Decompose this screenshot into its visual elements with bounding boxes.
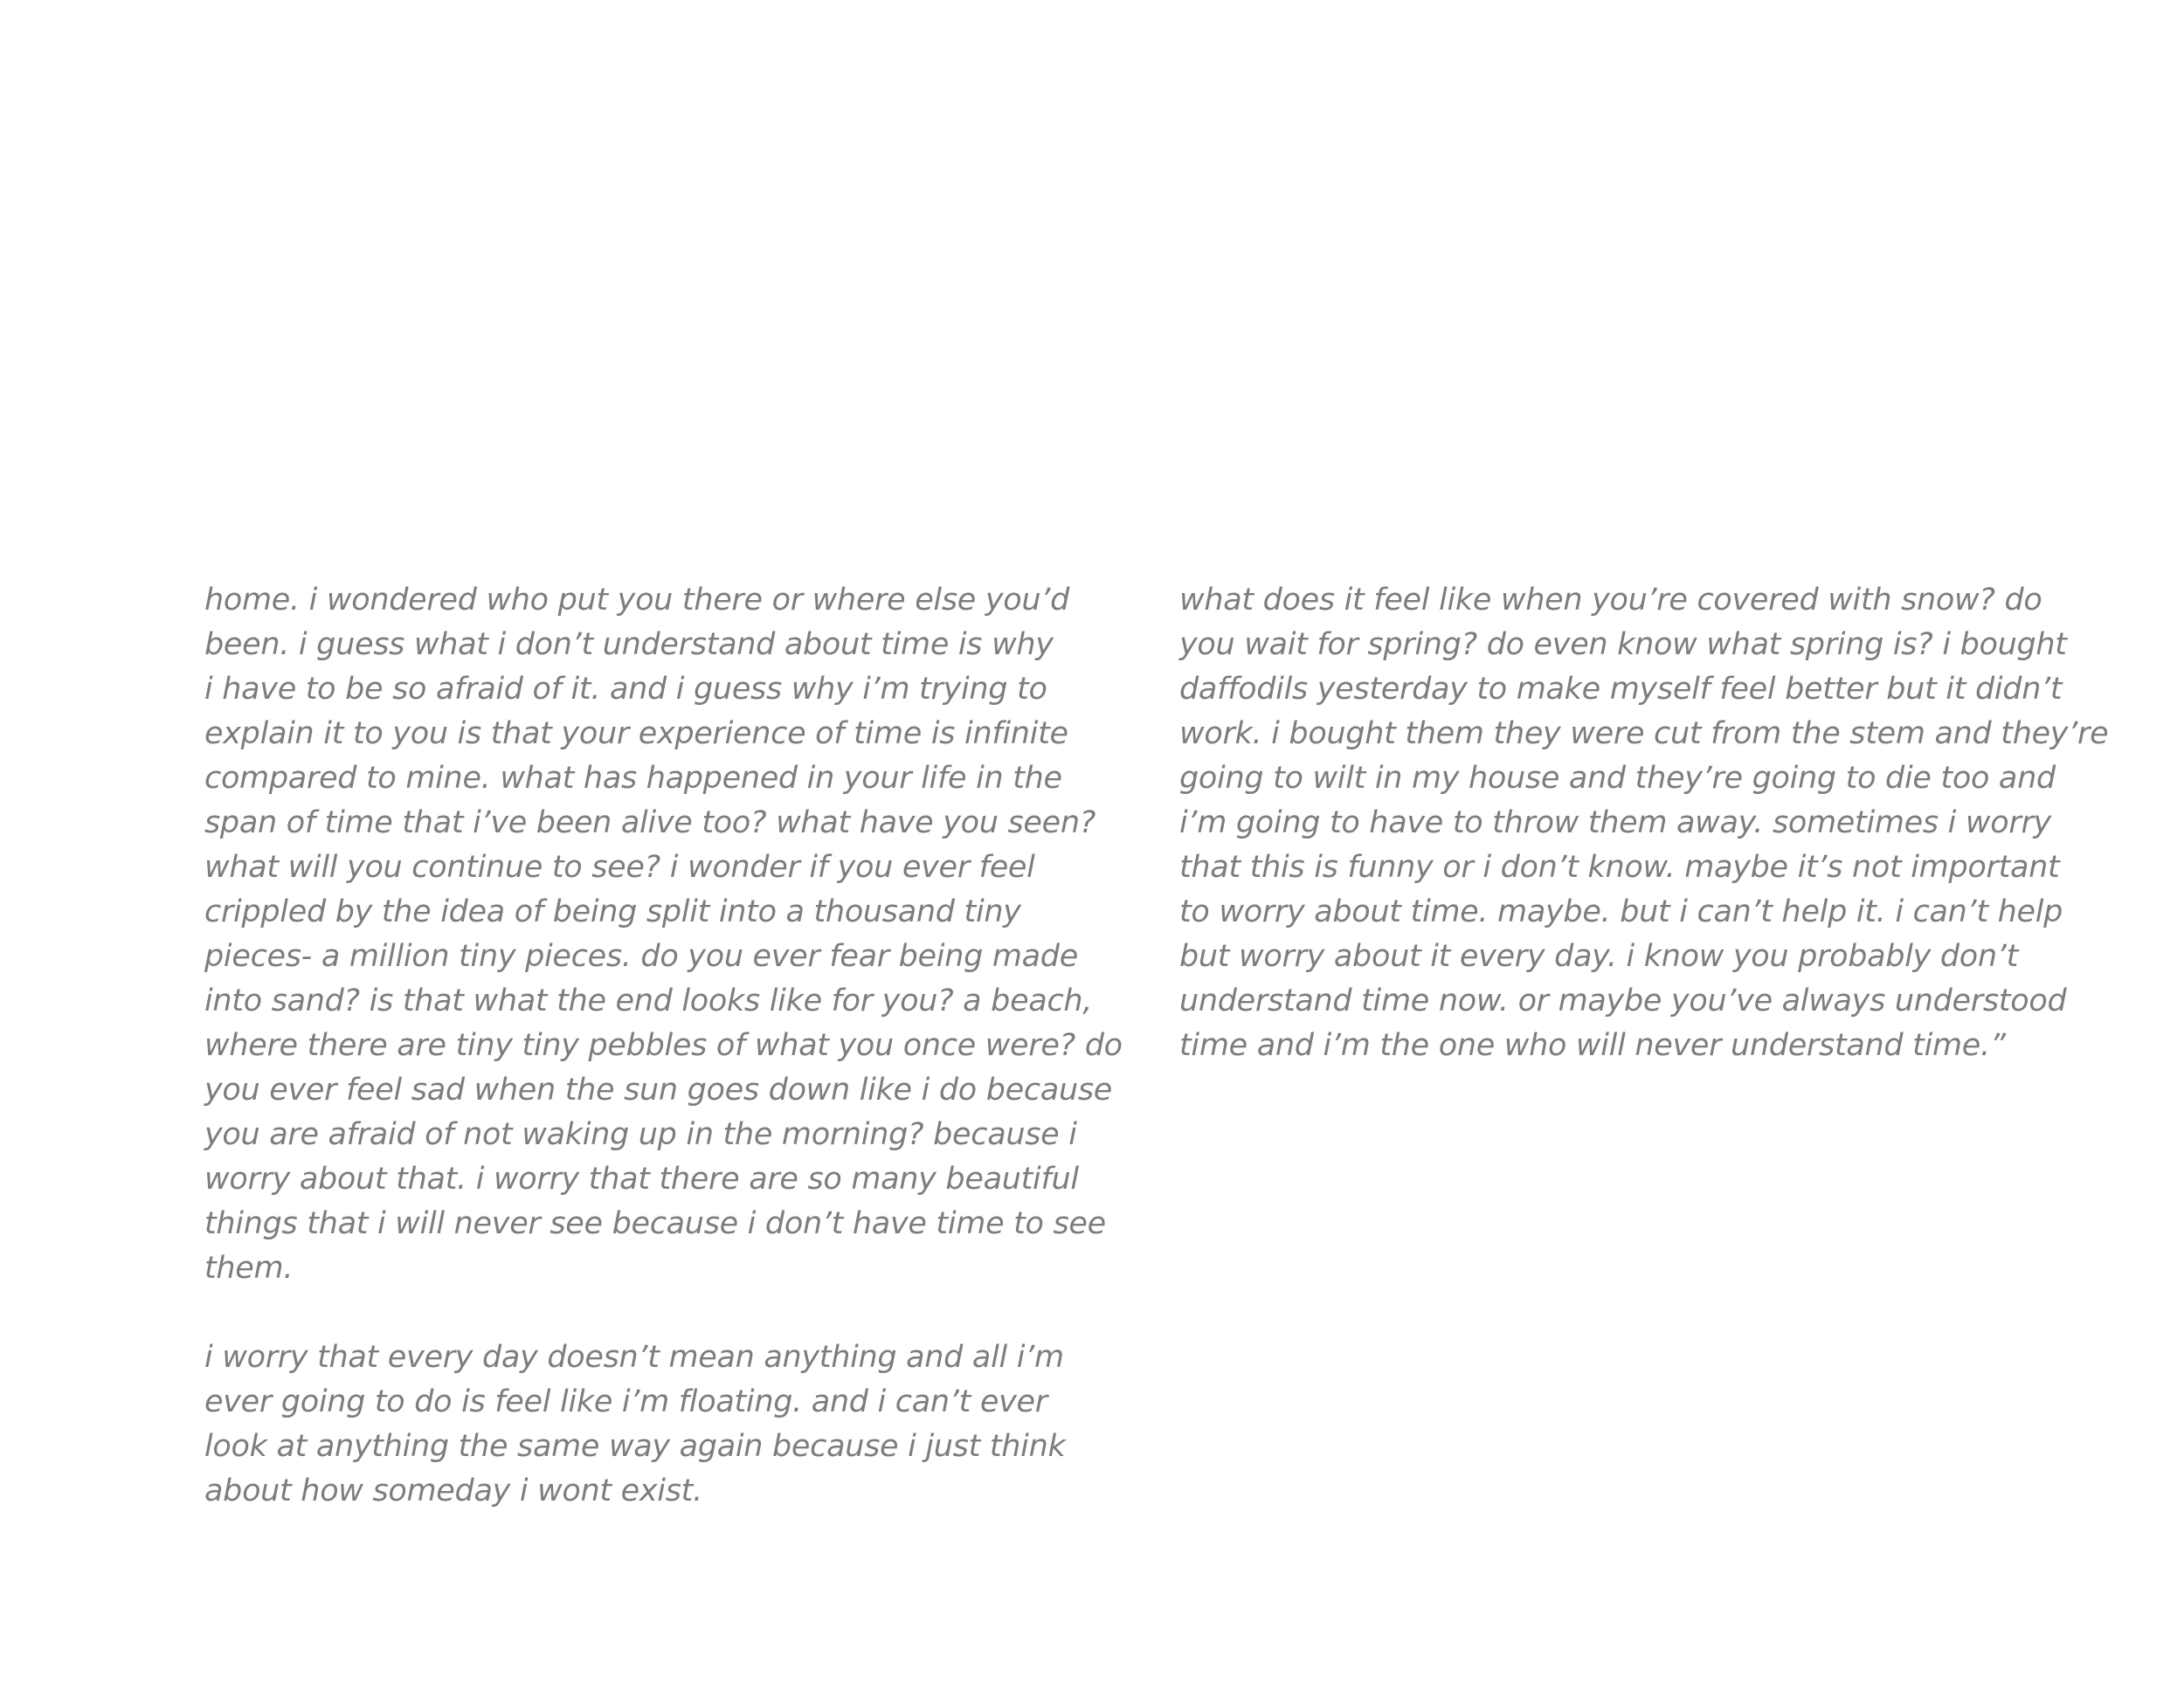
text-line: you are afraid of not waking up in the morning? because i <box>204 1117 1077 1152</box>
text-line: going to wilt in my house and they’re going to die too and <box>1179 761 2056 796</box>
text-line: look at anything the same way again because i just think <box>204 1429 1066 1464</box>
left-paragraph-1 <box>204 578 1123 1291</box>
text-line: worry about that. i worry that there are so many beautiful <box>204 1162 1079 1197</box>
text-line: explain it to you is that your experience of time is infinite <box>204 716 1068 751</box>
text-line: time and i’m the one who will never understand time.” <box>1179 1028 2006 1063</box>
text-line: understand time now. or maybe you’ve always understood <box>1179 984 2067 1018</box>
text-line: span of time that i’ve been alive too? what have you seen? <box>204 805 1096 840</box>
text-line: i have to be so afraid of it. and i guess why i’m trying to <box>204 672 1047 707</box>
text-line: them. <box>204 1251 294 1286</box>
text-line: you ever feel sad when the sun goes down like i do because <box>204 1073 1112 1108</box>
right-paragraph-1 <box>1179 578 2123 1068</box>
text-line: things that i will never see because i don’t have time to see <box>204 1206 1106 1241</box>
text-line: to worry about time. maybe. but i can’t help it. i can’t help <box>1179 894 2063 929</box>
paragraph-gap <box>204 1291 1113 1336</box>
text-line: what will you continue to see? i wonder if you ever feel <box>204 850 1035 885</box>
text-line: into sand? is that what the end looks like for you? a beach, <box>204 984 1093 1018</box>
text-line: where there are tiny tiny pebbles of what you once were? do <box>204 1028 1123 1063</box>
text-line: you wait for spring? do even know what spring is? i bought <box>1179 627 2067 662</box>
text-line: that this is funny or i don’t know. maybe it’s not important <box>1179 850 2060 885</box>
text-line: work. i bought them they were cut from the stem and they’re <box>1179 716 2109 751</box>
text-line: but worry about it every day. i know you probably don’t <box>1179 939 2019 974</box>
text-line: i worry that every day doesn’t mean anything and all i’m <box>204 1340 1064 1375</box>
left-paragraph-2 <box>204 1336 1113 1514</box>
text-line: i’m going to have to throw them away. sometimes i worry <box>1179 805 2051 840</box>
text-line: crippled by the idea of being split into a thousand tiny <box>204 894 1021 929</box>
text-line: about how someday i wont exist. <box>204 1474 702 1508</box>
text-line: pieces- a million tiny pieces. do you ever fear being made <box>204 939 1078 974</box>
text-line: daffodils yesterday to make myself feel better but it didn’t <box>1179 672 2063 707</box>
text-line: home. i wondered who put you there or where else you’d <box>204 583 1069 618</box>
right-column-text <box>1179 578 2123 1068</box>
left-column-text <box>204 578 1123 1514</box>
text-line: compared to mine. what has happened in your life in the <box>204 761 1062 796</box>
text-line: ever going to do is feel like i’m floating. and i can’t ever <box>204 1384 1047 1419</box>
text-line: been. i guess what i don’t understand about time is why <box>204 627 1054 662</box>
text-line: what does it feel like when you’re covered with snow? do <box>1179 583 2042 618</box>
